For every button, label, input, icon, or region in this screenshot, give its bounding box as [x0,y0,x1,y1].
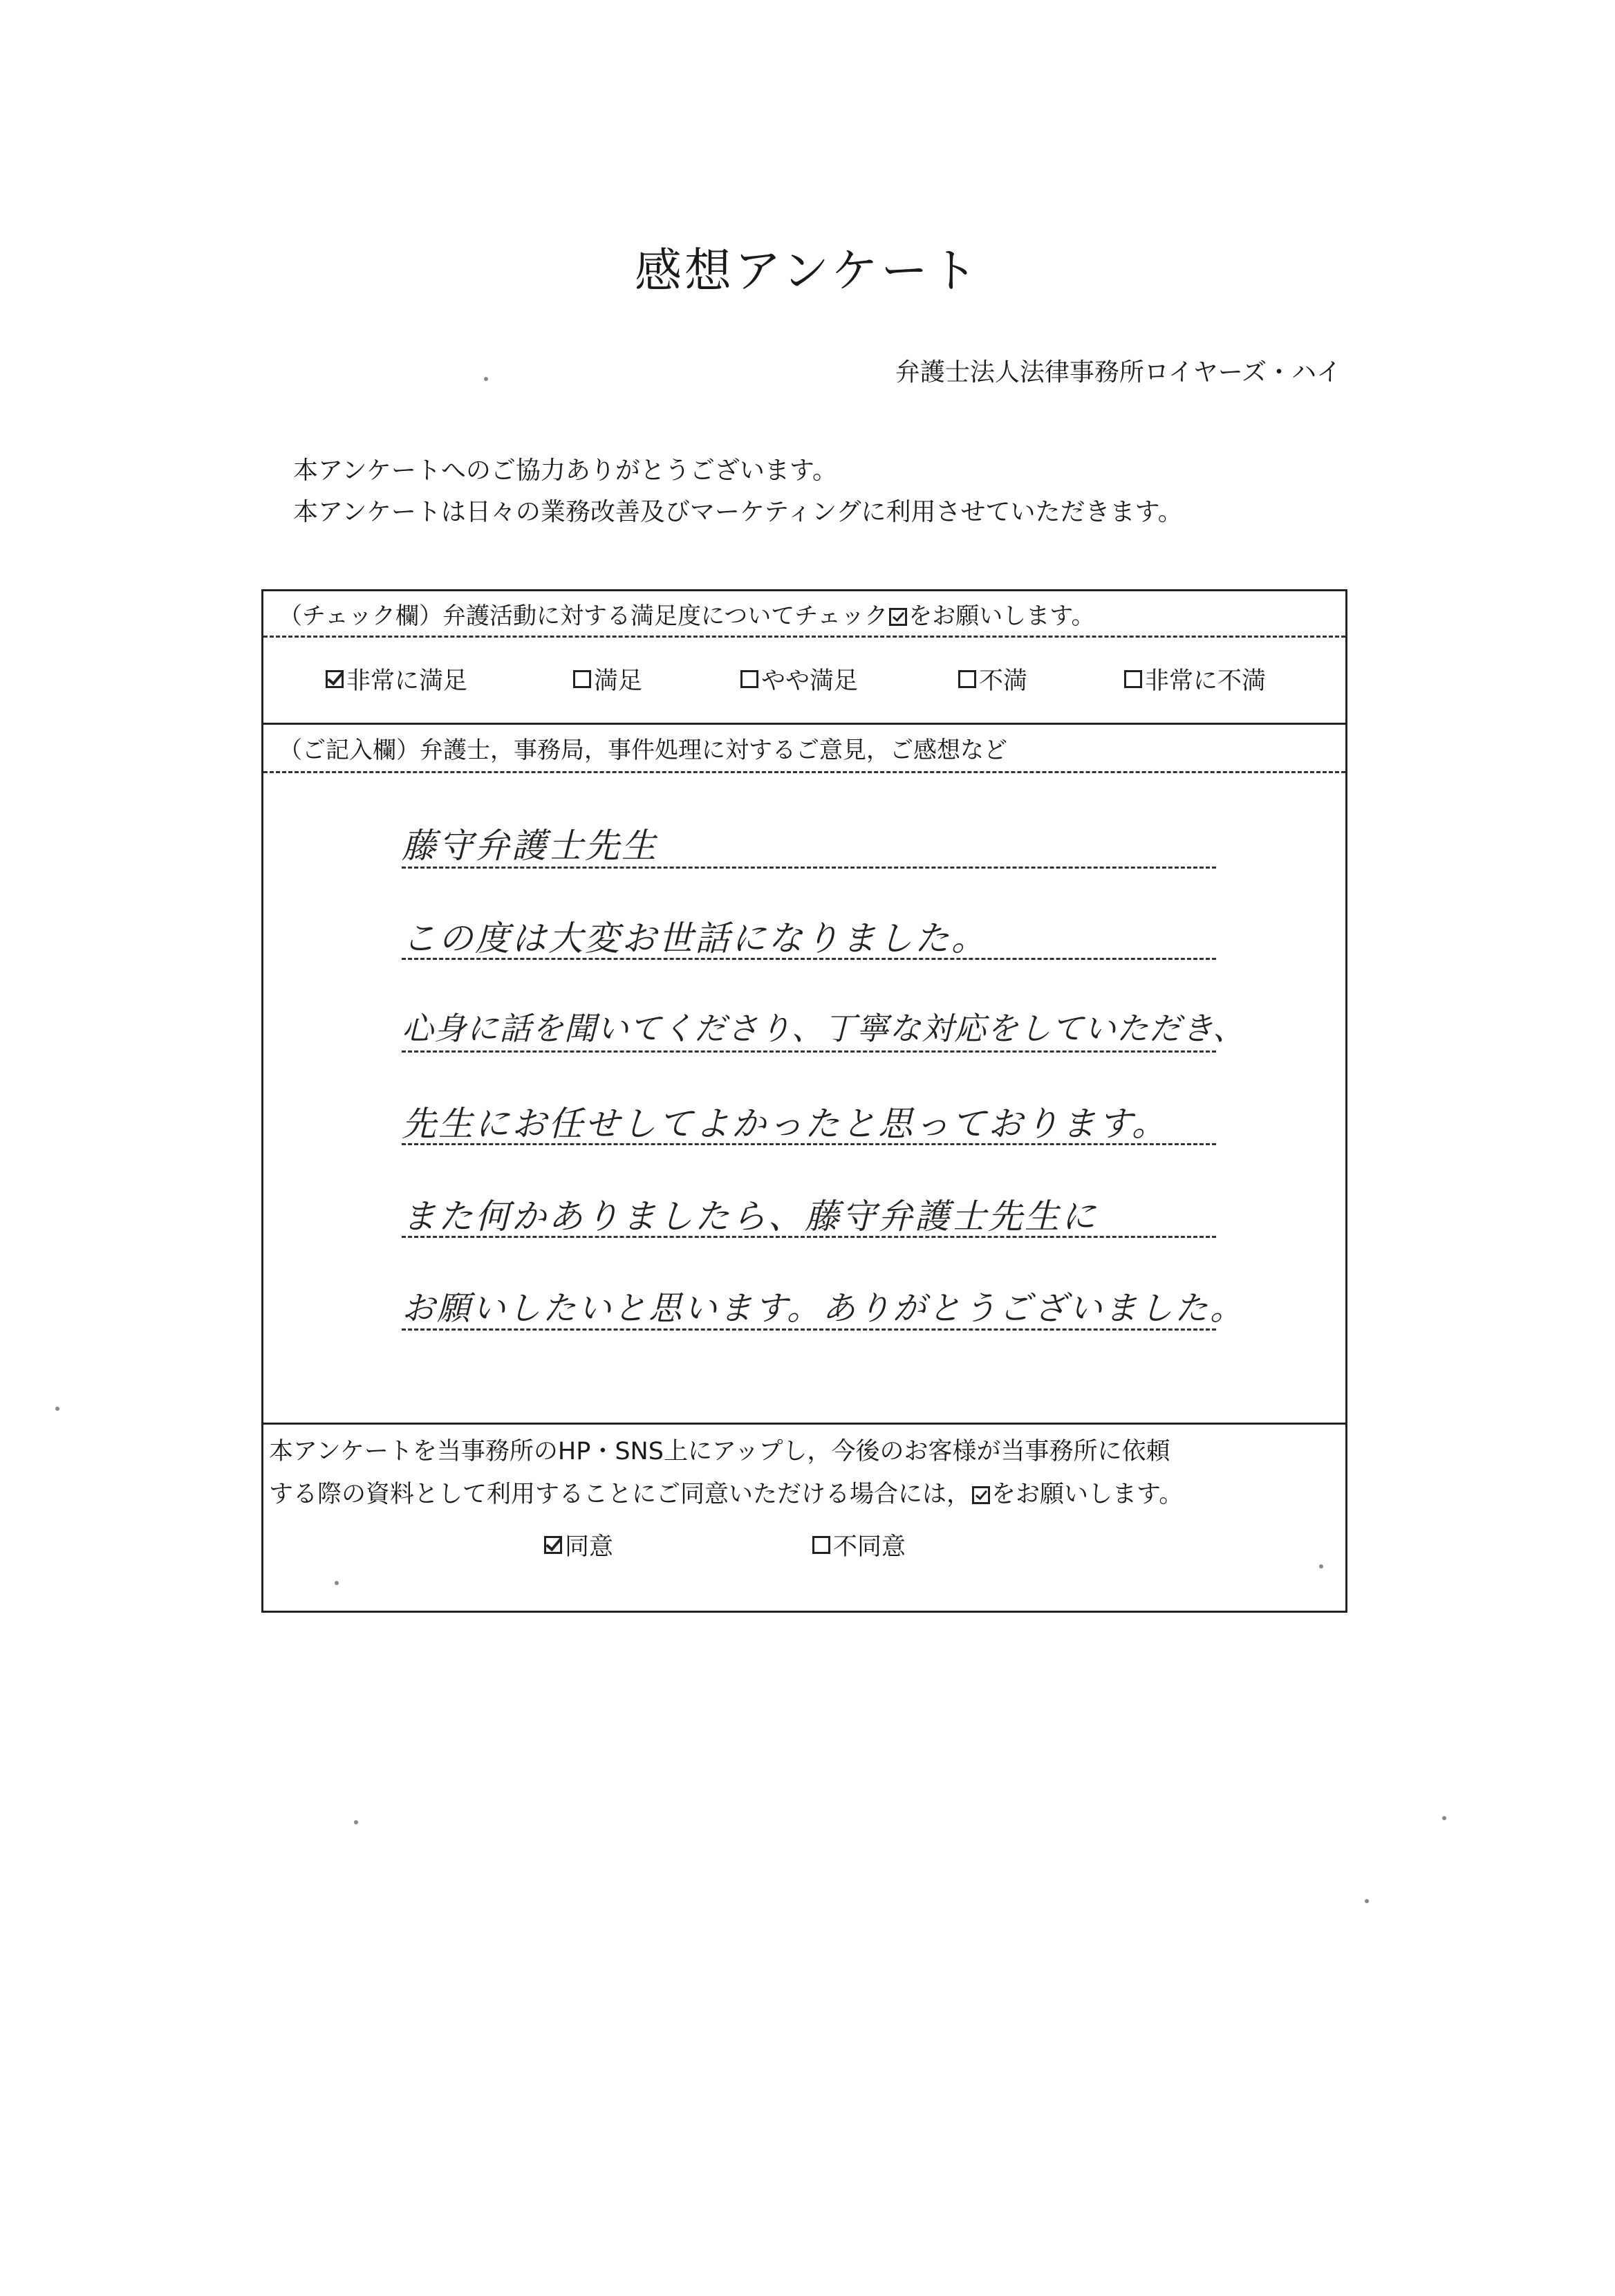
option-label: やや満足 [761,667,859,695]
scan-speck [1442,1816,1446,1820]
writing-line [402,1143,1216,1145]
handwritten-line: 先生にお任せしてよかったと思っております。 [402,1104,1168,1144]
checkbox-icon[interactable] [958,670,976,688]
intro-line-1: 本アンケートへのご協力ありがとうございます。 [293,456,837,485]
option-label: 同意 [565,1533,614,1561]
scan-speck [354,1820,358,1824]
divider [263,1423,1345,1425]
option-label: 満足 [594,667,643,695]
divider [263,771,1345,773]
comment-section-heading: （ご記入欄）弁護士，事務局，事件処理に対するご意見，ご感想など [279,737,1007,764]
survey-title: 感想アンケート [635,244,980,299]
option-label: 非常に満足 [346,667,468,695]
option-very-satisfied[interactable] [326,662,467,696]
checkbox-icon[interactable] [1124,670,1142,688]
option-disagree[interactable] [812,1528,906,1562]
handwritten-line: お願いしたいと思います。ありがとうございました。 [402,1289,1246,1328]
writing-line [402,1050,1216,1053]
option-label: 非常に不満 [1145,667,1267,695]
option-agree[interactable] [544,1528,613,1562]
handwritten-line: 心身に話を聞いてくださり、丁寧な対応をしていただき、 [402,1010,1246,1047]
handwritten-line: 藤守弁護士先生 [402,826,658,866]
scan-speck [1365,1899,1369,1903]
intro-line-2: 本アンケートは日々の業務改善及びマーケティングに利用させていただきます。 [293,498,1183,526]
divider [263,723,1345,725]
scan-speck [484,377,488,381]
checkbox-checked-icon[interactable] [326,670,344,688]
scan-speck [55,1407,59,1411]
handwritten-line: また何かありましたら、藤守弁護士先生に [402,1196,1098,1237]
check-section-heading: （チェック欄）弁護活動に対する満足度についてチェック をお願いします。 [279,602,1095,630]
checkbox-icon[interactable] [740,670,758,688]
option-somewhat-satisfied[interactable] [740,662,858,696]
survey-form [261,589,1347,1613]
checkbox-icon[interactable] [812,1536,830,1554]
writing-line [402,958,1216,960]
option-dissatisfied[interactable] [958,662,1027,696]
checkbox-icon[interactable] [573,670,591,688]
consent-text-line-2: する際の資料として利用することにご同意いただける場合には， をお願いします。 [269,1481,1184,1508]
scan-speck [335,1581,339,1585]
handwritten-line: この度は大変お世話になりました。 [402,918,988,959]
option-very-dissatisfied[interactable] [1124,662,1266,696]
writing-line [402,867,1216,869]
option-label: 不同意 [833,1533,906,1561]
checkbox-example-icon [889,608,907,626]
writing-line [402,1236,1216,1238]
divider [263,636,1345,638]
scan-speck [1319,1564,1323,1568]
consent-text-line-1: 本アンケートを当事務所のHP・SNS上にアップし，今後のお客様が当事務所に依頼 [269,1438,1170,1465]
checkbox-checked-icon[interactable] [544,1536,562,1554]
option-label: 不満 [979,667,1028,695]
writing-line [402,1328,1216,1331]
organization-name: 弁護士法人法律事務所ロイヤーズ・ハイ [895,358,1341,387]
option-satisfied[interactable] [573,662,642,696]
checkbox-example-icon [972,1486,990,1504]
